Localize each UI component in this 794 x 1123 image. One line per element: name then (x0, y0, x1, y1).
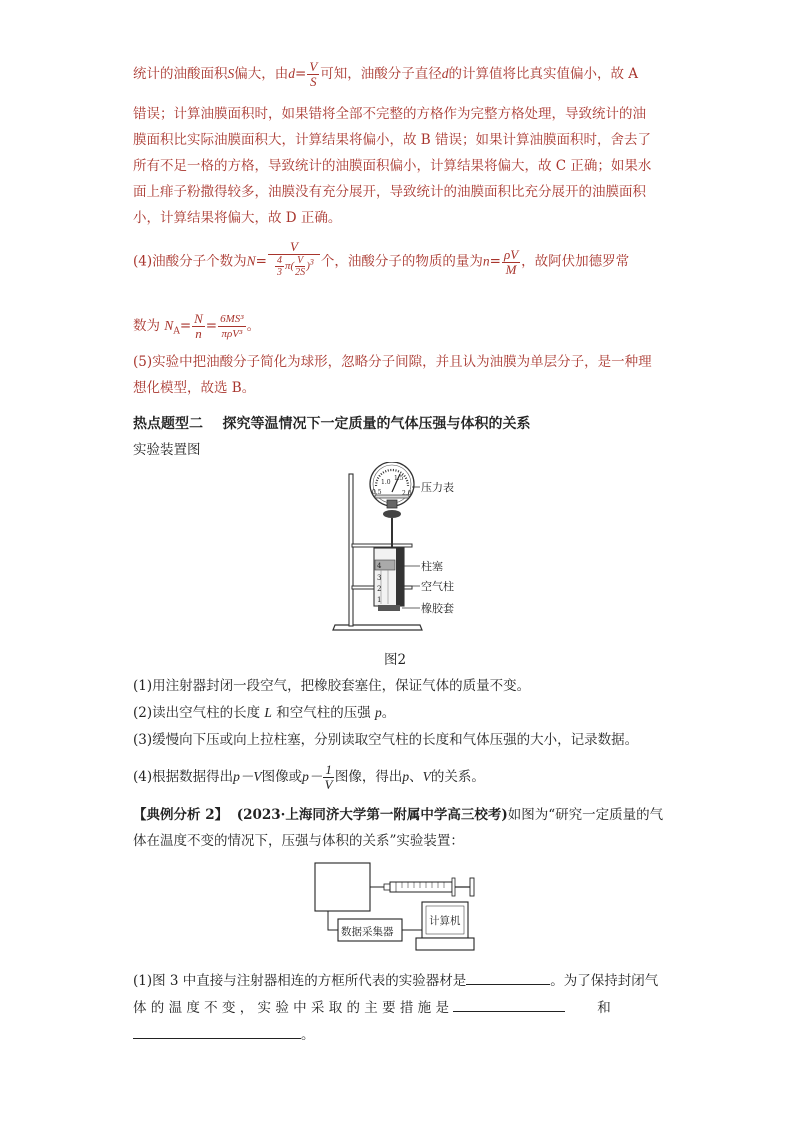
syringe-handle (470, 878, 474, 896)
analysis-line-5: 面上痱子粉撒得较多，油膜没有充分展开，导致统计的油膜面积比充分展开的油膜面积 (133, 184, 646, 200)
scale-number-2: 2 (377, 585, 382, 593)
figure-2-apparatus (330, 462, 480, 637)
fraction-one-over-v: $\frac{1}{V}$ (324, 762, 333, 792)
step-1: (1)用注射器封闭一段空气，把橡胶套塞住，保证气体的质量不变。 (133, 678, 531, 694)
scale-number-0: 4 (377, 562, 382, 570)
question-line-3: 。 (133, 1022, 315, 1048)
fraction-v-over-s: $\frac{V}{S}$ (309, 59, 318, 89)
fraction-molecule-count: V $\frac{4}{3}$ π( $\frac{V}{2S}$ )$^3$ (268, 240, 320, 278)
sensor-box (315, 863, 370, 911)
figure-2-caption: 图2 (384, 652, 407, 668)
gauge-tick-3: 2.0 (402, 490, 412, 497)
step-4: (4)根据数据得出p－V图像或p－ $\frac{1}{V}$ 图像，得出p、V的关系。 (133, 762, 485, 792)
section-heading: 热点题型二 探究等温情况下一定质量的气体压强与体积的关系 (133, 416, 531, 432)
pressure-gauge (370, 462, 414, 506)
computer-label: 计算机 (429, 915, 461, 927)
analysis-line-3: 膜面积比实际油膜面积大，计算结果将偏小，故 B 错误；如果计算油膜面积时，舍去了 (133, 132, 652, 148)
analysis-line-1: 统计的油酸面积S偏大，由d= $\frac{V}{S}$ 可知，油酸分子直径d的计算值将比真实值偏小，故 A (133, 59, 639, 89)
gauge-connector (387, 500, 397, 508)
section-subtitle: 实验装置图 (133, 442, 201, 458)
answer-blank-2[interactable] (453, 997, 565, 1012)
fraction-n-over-n: $\frac{N}{n}$ (194, 311, 203, 341)
gauge-label: 压力表 (421, 481, 454, 494)
clamp-arm-upper (352, 544, 412, 547)
stand-pole (349, 474, 353, 626)
gauge-nut (383, 510, 401, 518)
computer-base (416, 938, 474, 950)
analysis-line-4: 所有不足一格的方格，导致统计的油膜面积偏小，计算结果将偏大，故 C 正确；如果水 (133, 158, 652, 174)
stand-base (333, 625, 422, 630)
question-line-1: (1)图 3 中直接与注射器相连的方框所代表的实验器材是 。为了保持封闭气 (133, 968, 658, 994)
gauge-tick-2: 1.5 (394, 475, 404, 482)
rubber-cap (378, 605, 400, 611)
scale-number-1: 3 (377, 574, 382, 582)
answer-blank-1[interactable] (466, 970, 550, 985)
analysis-line-6: 小，计算结果将偏大，故 D 正确。 (133, 210, 342, 226)
data-collector-label: 数据采集器 (341, 926, 394, 938)
fraction-avogadro-result: $\frac{\text{6MS³}}{\text{πρV³}}$ (220, 313, 244, 340)
gauge-tick-0: 0.5 (372, 489, 382, 496)
syringe-scale-dark (396, 548, 404, 606)
step-2: (2)读出空气柱的长度 L 和空气柱的压强 p。 (133, 705, 396, 721)
fraction-rho-v-over-m: $\frac{\rho V}{M}$ (503, 246, 519, 277)
step-3: (3)缓慢向下压或向上拉柱塞，分别读取空气柱的长度和气体压强的大小，记录数据。 (133, 732, 639, 748)
question-line-2: 体 的 温 度 不 变 ， 实 验 中 采 取 的 主 要 措 施 是 和 (133, 995, 611, 1021)
gauge-tick-1: 1.0 (381, 479, 391, 486)
example-line-2: 体在温度不变的情况下，压强与体积的关系”实验装置： (133, 833, 464, 849)
analysis-line-2: 错误；计算油膜面积时，如果错将全部不完整的方格作为完整方格处理，导致统计的油 (133, 106, 646, 122)
scale-number-3: 1 (377, 596, 382, 604)
air-column-label: 空气柱 (421, 580, 454, 593)
example-line-1: 【典例分析 2】 (2023·上海同济大学第一附属中学高三校考)如图为“研究一定质量的气 (133, 807, 664, 823)
analysis-part-5-line-2: 想化模型，故选 B。 (133, 380, 256, 396)
syringe (390, 882, 452, 892)
plunger-label: 柱塞 (421, 560, 443, 573)
answer-blank-3[interactable] (133, 1024, 301, 1039)
figure-3-setup (310, 858, 490, 958)
rubber-cap-label: 橡胶套 (421, 602, 454, 615)
analysis-part-4-line-2: 数为 $N_A=$ $\frac{N}{n}$ = $\frac{\text{6MS³}}{\text{πρV³}}$ 。 (133, 311, 261, 341)
analysis-part-5-line-1: (5)实验中把油酸分子简化为球形，忽略分子间隙，并且认为油膜为单层分子，是一种理 (133, 354, 652, 370)
analysis-part-4-line-1: (4)油酸分子个数为N= V $\frac{4}{3}$ π( $\frac{V}{2S}$ )$^3$ 个，油酸分子的物质的量为n= $\frac{\rho V}{M}$ ，故阿伏加德罗常 (133, 239, 630, 278)
